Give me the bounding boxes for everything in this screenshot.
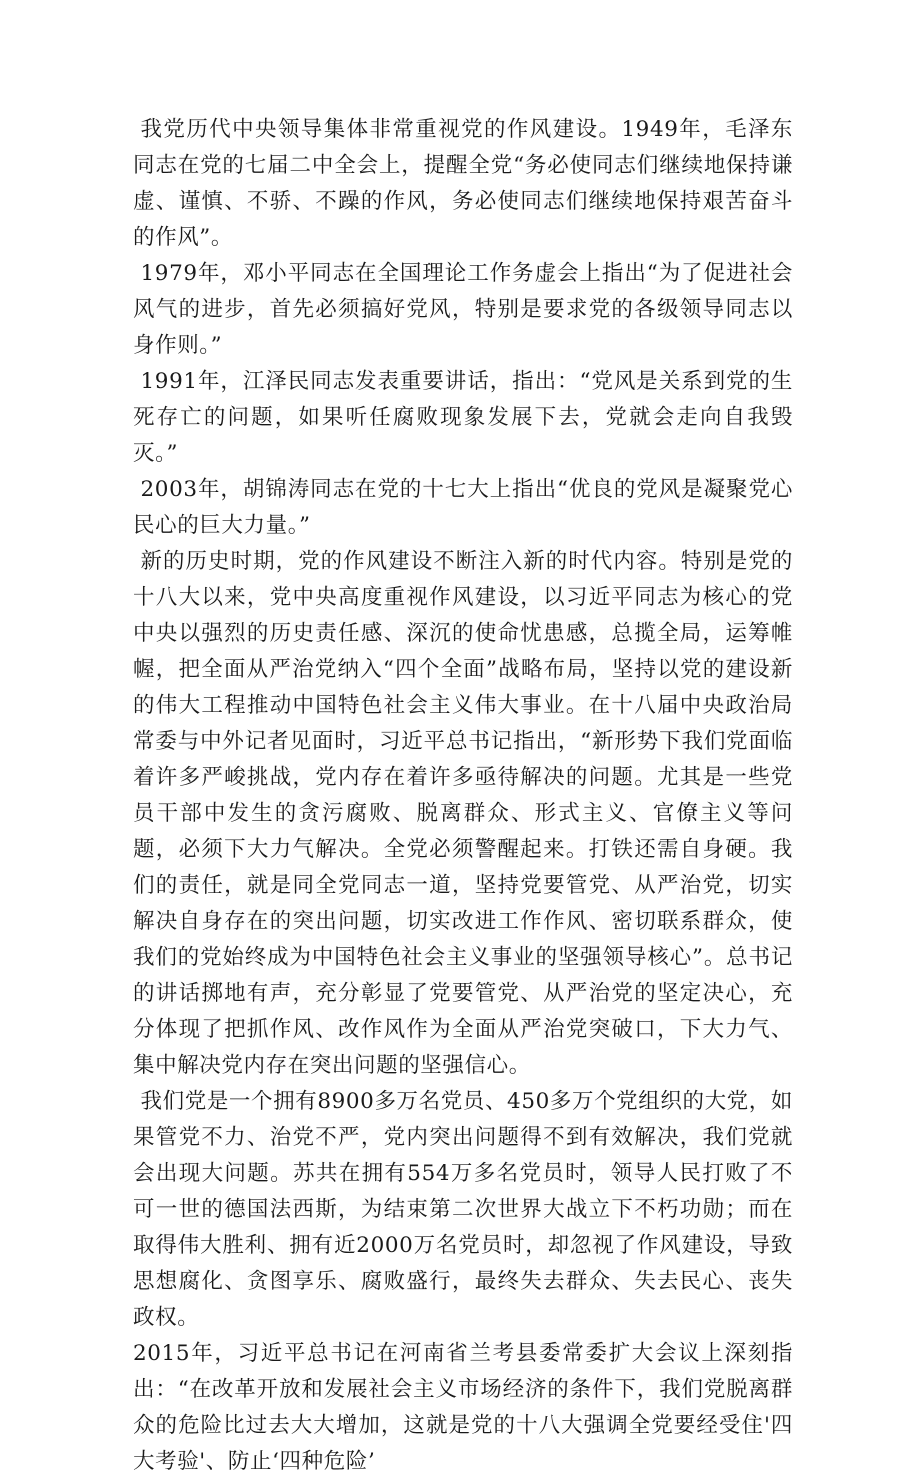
paragraph-1979: 1979年，邓小平同志在全国理论工作务虚会上指出“为了促进社会风气的进步，首先必须搞好党风，特别是要求党的各级领导同志以身作则。” xyxy=(133,261,793,358)
paragraph-leadership-history: 我党历代中央领导集体非常重视党的作风建设。1949年，毛泽东同志在党的七届二中全会上，提醒全党“务必使同志们继续地保持谦虚、谨慎、不骄、不躁的作风，务必使同志们继续地保持艰苦奋斗的作风”。 xyxy=(133,117,793,250)
paragraph-new-era: 新的历史时期，党的作风建设不断注入新的时代内容。特别是党的十八大以来，党中央高度重视作风建设，以习近平同志为核心的党中央以强烈的历史责任感、深沉的使命忧患感，总揽全局，运筹帷幄，把全面从严治党纳入“四个全面”战略布局，坚持以党的建设新的伟大工程推动中国特色社会主义伟大事业。在十八届中央政治局常委与中外记者见面时，习近平总书记指出，“新形势下我们党面临着许多严峻挑战，党内存在着许多亟待解决的问题。尤其是一些党员干部中发生的贪污腐败、脱离群众、形式主义、官僚主义等问题，必须下大力气解决。全党必须警醒起来。打铁还需自身硬。我们的责任，就是同全党同志一道，坚持党要管党、从严治党，切实解决自身存在的突出问题，切实改进工作作风、密切联系群众，使我们的党始终成为中国特色社会主义事业的坚强领导核心”。总书记的讲话掷地有声，充分彰显了党要管党、从严治党的坚定决心，充分体现了把抓作风、改作风作为全面从严治党突破口，下大力气、集中解决党内存在突出问题的坚强信心。 xyxy=(133,549,793,1078)
paragraph-2003: 2003年，胡锦涛同志在党的十七大上指出“优良的党风是凝聚党心民心的巨大力量。” xyxy=(133,477,793,538)
document-body xyxy=(133,112,793,1480)
paragraph-2015: 2015年，习近平总书记在河南省兰考县委常委扩大会议上深刻指出：“在改革开放和发展社会主义市场经济的条件下，我们党脱离群众的危险比过去大大增加，这就是党的十八大强调全党要经受住'四大考验'、防止‘四种危险’ xyxy=(133,1341,793,1474)
paragraph-party-scale: 我们党是一个拥有8900多万名党员、450多万个党组织的大党，如果管党不力、治党不严，党内突出问题得不到有效解决，我们党就会出现大问题。苏共在拥有554万多名党员时，领导人民打败了不可一世的德国法西斯，为结束第二次世界大战立下不朽功勋；而在取得伟大胜利、拥有近2000万名党员时，却忽视了作风建设，导致思想腐化、贪图享乐、腐败盛行，最终失去群众、失去民心、丧失政权。 xyxy=(133,1089,793,1330)
paragraph-1991: 1991年，江泽民同志发表重要讲话，指出：“党风是关系到党的生死存亡的问题，如果听任腐败现象发展下去，党就会走向自我毁灭。” xyxy=(133,369,793,466)
